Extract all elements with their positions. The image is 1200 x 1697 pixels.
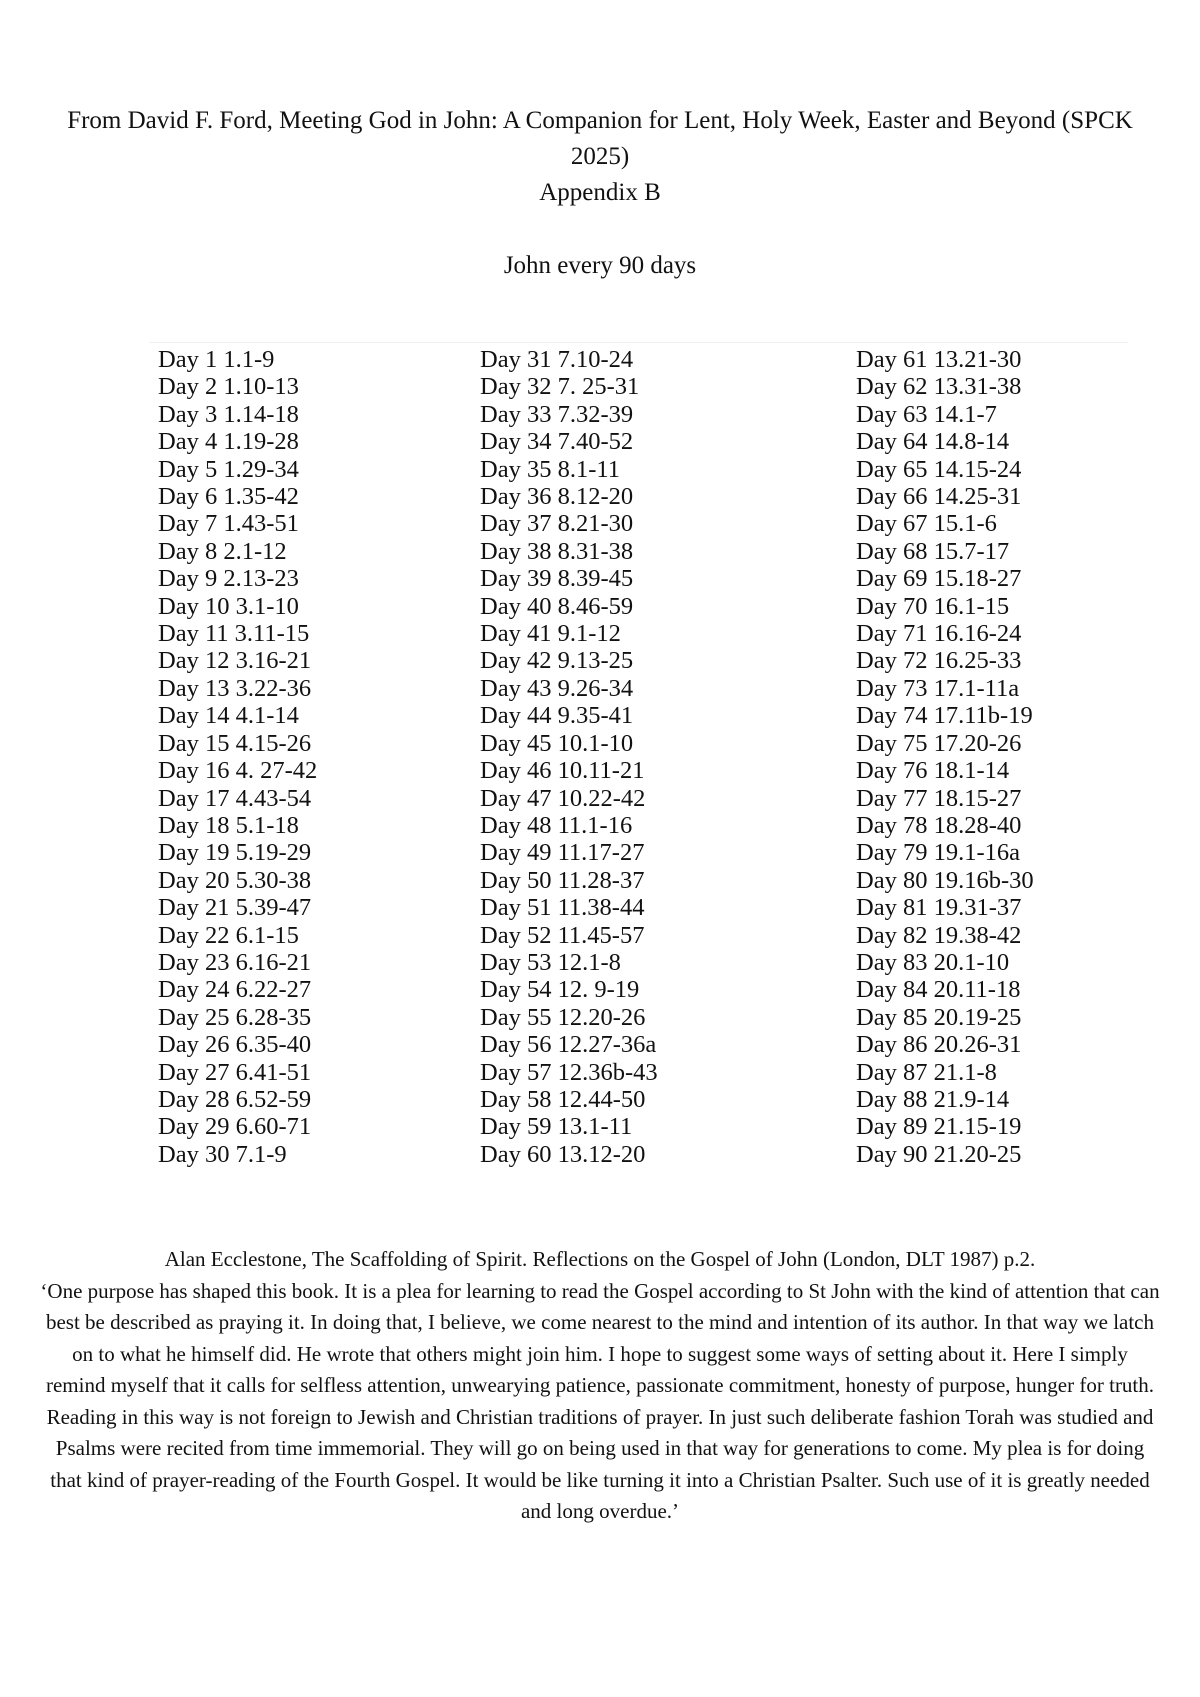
schedule-entry: Day 41 9.1-12	[480, 620, 621, 648]
schedule-entry: Day 51 11.38-44	[480, 894, 645, 922]
schedule-entry: Day 49 11.17-27	[480, 839, 645, 867]
schedule-entry: Day 68 15.7-17	[856, 537, 1010, 565]
quote-citation: Alan Ecclestone, The Scaffolding of Spirit. Reflections on the Gospel of John (London, DLT 1987) p.2.	[164, 1247, 1036, 1271]
schedule-entry: Day 25 6.28-35	[158, 1003, 312, 1031]
schedule-entry: Day 22 6.1-15	[158, 921, 299, 949]
schedule-entry: Day 34 7.40-52	[480, 428, 634, 456]
schedule-entry: Day 48 11.1-16	[480, 811, 633, 839]
schedule-entry: Day 82 19.38-42	[856, 921, 1022, 949]
schedule-entry: Day 46 10.11-21	[480, 757, 645, 785]
schedule-entry: Day 69 15.18-27	[856, 565, 1022, 593]
schedule-entry: Day 55 12.20-26	[480, 1003, 646, 1031]
schedule-entry: Day 76 18.1-14	[856, 757, 1010, 785]
schedule-entry: Day 90 21.20-25	[856, 1140, 1022, 1168]
schedule-entry: Day 84 20.11-18	[856, 976, 1021, 1004]
schedule-entry: Day 70 16.1-15	[856, 592, 1010, 620]
schedule-entry: Day 16 4. 27-42	[158, 757, 318, 785]
schedule-entry: Day 11 3.11-15	[158, 620, 310, 648]
quote-text: ‘One purpose has shaped this book. It is a plea for learning to read the Gospel according to St John with the kind of attention that can best be described as praying it. In doing that, I believe, we come nearest to the mind and intention of its author. In that way we latch on to what he himself did. He wrote that others might join him. I hope to suggest some ways of setting about it. Here I simply remind myself that it calls for selfless attention, unwearying patience, passionate commitment, honesty of purpose, hunger for truth. Reading in this way is not foreign to Jewish and Christian traditions of prayer. In just such deliberate fashion Torah was studied and Psalms were recited from time immemorial. They will go on being used in that way for generations to come. My plea is for doing that kind of prayer-reading of the Fourth Gospel. It would be like turning it into a Christian Psalter. Such use of it is greatly needed and long overdue.’	[40, 1278, 1160, 1523]
schedule-entry: Day 44 9.35-41	[480, 702, 634, 730]
schedule-entry: Day 30 7.1-9	[158, 1140, 287, 1168]
schedule-entry: Day 58 12.44-50	[480, 1085, 646, 1113]
document-header	[40, 103, 1160, 211]
schedule-entry: Day 77 18.15-27	[856, 784, 1022, 812]
schedule-entry: Day 74 17.11b-19	[856, 702, 1033, 730]
schedule-entry: Day 54 12. 9-19	[480, 976, 640, 1004]
schedule-entry: Day 26 6.35-40	[158, 1031, 312, 1059]
schedule-entry: Day 79 19.1-16a	[856, 839, 1020, 867]
schedule-entry: Day 38 8.31-38	[480, 537, 634, 565]
schedule-entry: Day 67 15.1-6	[856, 510, 997, 538]
schedule-entry: Day 1 1.1-9	[158, 346, 275, 373]
schedule-entry: Day 81 19.31-37	[856, 894, 1022, 922]
schedule-entry: Day 8 2.1-12	[158, 537, 287, 565]
schedule-entry: Day 24 6.22-27	[158, 976, 312, 1004]
schedule-entry: Day 23 6.16-21	[158, 948, 312, 976]
schedule-entry: Day 53 12.1-8	[480, 948, 621, 976]
schedule-entry: Day 56 12.27-36a	[480, 1031, 657, 1059]
table-divider	[150, 342, 1128, 343]
schedule-entry: Day 85 20.19-25	[856, 1003, 1022, 1031]
schedule-entry: Day 60 13.12-20	[480, 1140, 646, 1168]
schedule-title: John every 90 days	[503, 252, 697, 279]
schedule-entry: Day 21 5.39-47	[158, 894, 312, 922]
schedule-entry: Day 31 7.10-24	[480, 346, 634, 373]
quotation-block	[40, 1244, 1160, 1528]
schedule-entry: Day 40 8.46-59	[480, 592, 634, 620]
appendix-label: Appendix B	[539, 179, 661, 206]
schedule-entry: Day 36 8.12-20	[480, 483, 634, 511]
schedule-entry: Day 65 14.15-24	[856, 455, 1022, 483]
schedule-entry: Day 63 14.1-7	[856, 400, 997, 428]
schedule-entry: Day 17 4.43-54	[158, 784, 312, 812]
schedule-entry: Day 75 17.20-26	[856, 729, 1022, 757]
schedule-entry: Day 19 5.19-29	[158, 839, 312, 867]
schedule-entry: Day 73 17.1-11a	[856, 674, 1020, 702]
schedule-entry: Day 42 9.13-25	[480, 647, 634, 675]
schedule-entry: Day 2 1.10-13	[158, 373, 299, 401]
schedule-entry: Day 3 1.14-18	[158, 400, 299, 428]
schedule-entry: Day 88 21.9-14	[856, 1085, 1010, 1113]
schedule-column-2	[480, 346, 658, 1168]
schedule-entry: Day 27 6.41-51	[158, 1058, 312, 1086]
schedule-entry: Day 13 3.22-36	[158, 674, 312, 702]
schedule-entry: Day 83 20.1-10	[856, 948, 1010, 976]
schedule-entry: Day 35 8.1-11	[480, 455, 620, 483]
schedule-entry: Day 59 13.1-11	[480, 1113, 633, 1141]
schedule-entry: Day 18 5.1-18	[158, 811, 299, 839]
schedule-entry: Day 87 21.1-8	[856, 1058, 997, 1086]
schedule-entry: Day 7 1.43-51	[158, 510, 299, 538]
schedule-entry: Day 57 12.36b-43	[480, 1058, 658, 1086]
schedule-entry: Day 86 20.26-31	[856, 1031, 1022, 1059]
schedule-entry: Day 62 13.31-38	[856, 373, 1022, 401]
schedule-entry: Day 45 10.1-10	[480, 729, 634, 757]
schedule-entry: Day 66 14.25-31	[856, 483, 1022, 511]
schedule-entry: Day 12 3.16-21	[158, 647, 312, 675]
schedule-entry: Day 64 14.8-14	[856, 428, 1010, 456]
schedule-entry: Day 39 8.39-45	[480, 565, 634, 593]
schedule-entry: Day 47 10.22-42	[480, 784, 646, 812]
schedule-entry: Day 4 1.19-28	[158, 428, 299, 456]
schedule-entry: Day 28 6.52-59	[158, 1085, 312, 1113]
schedule-entry: Day 37 8.21-30	[480, 510, 634, 538]
schedule-entry: Day 50 11.28-37	[480, 866, 645, 894]
schedule-column-3	[856, 346, 1034, 1168]
schedule-entry: Day 10 3.1-10	[158, 592, 299, 620]
schedule-column-1	[158, 346, 317, 1168]
schedule-entry: Day 29 6.60-71	[158, 1113, 312, 1141]
schedule-entry: Day 78 18.28-40	[856, 811, 1022, 839]
schedule-entry: Day 89 21.15-19	[856, 1113, 1022, 1141]
schedule-entry: Day 71 16.16-24	[856, 620, 1022, 648]
schedule-entry: Day 43 9.26-34	[480, 674, 634, 702]
source-citation: From David F. Ford, Meeting God in John: A Companion for Lent, Holy Week, Easter and Beyond (SPCK 2025)	[67, 107, 1133, 170]
schedule-entry: Day 6 1.35-42	[158, 483, 299, 511]
schedule-entry: Day 32 7. 25-31	[480, 373, 640, 401]
schedule-entry: Day 72 16.25-33	[856, 647, 1022, 675]
schedule-entry: Day 9 2.13-23	[158, 565, 299, 593]
schedule-entry: Day 14 4.1-14	[158, 702, 299, 730]
schedule-entry: Day 52 11.45-57	[480, 921, 645, 949]
schedule-entry: Day 33 7.32-39	[480, 400, 634, 428]
schedule-entry: Day 5 1.29-34	[158, 455, 299, 483]
schedule-entry: Day 15 4.15-26	[158, 729, 312, 757]
schedule-entry: Day 80 19.16b-30	[856, 866, 1034, 894]
schedule-entry: Day 20 5.30-38	[158, 866, 312, 894]
schedule-entry: Day 61 13.21-30	[856, 346, 1022, 373]
